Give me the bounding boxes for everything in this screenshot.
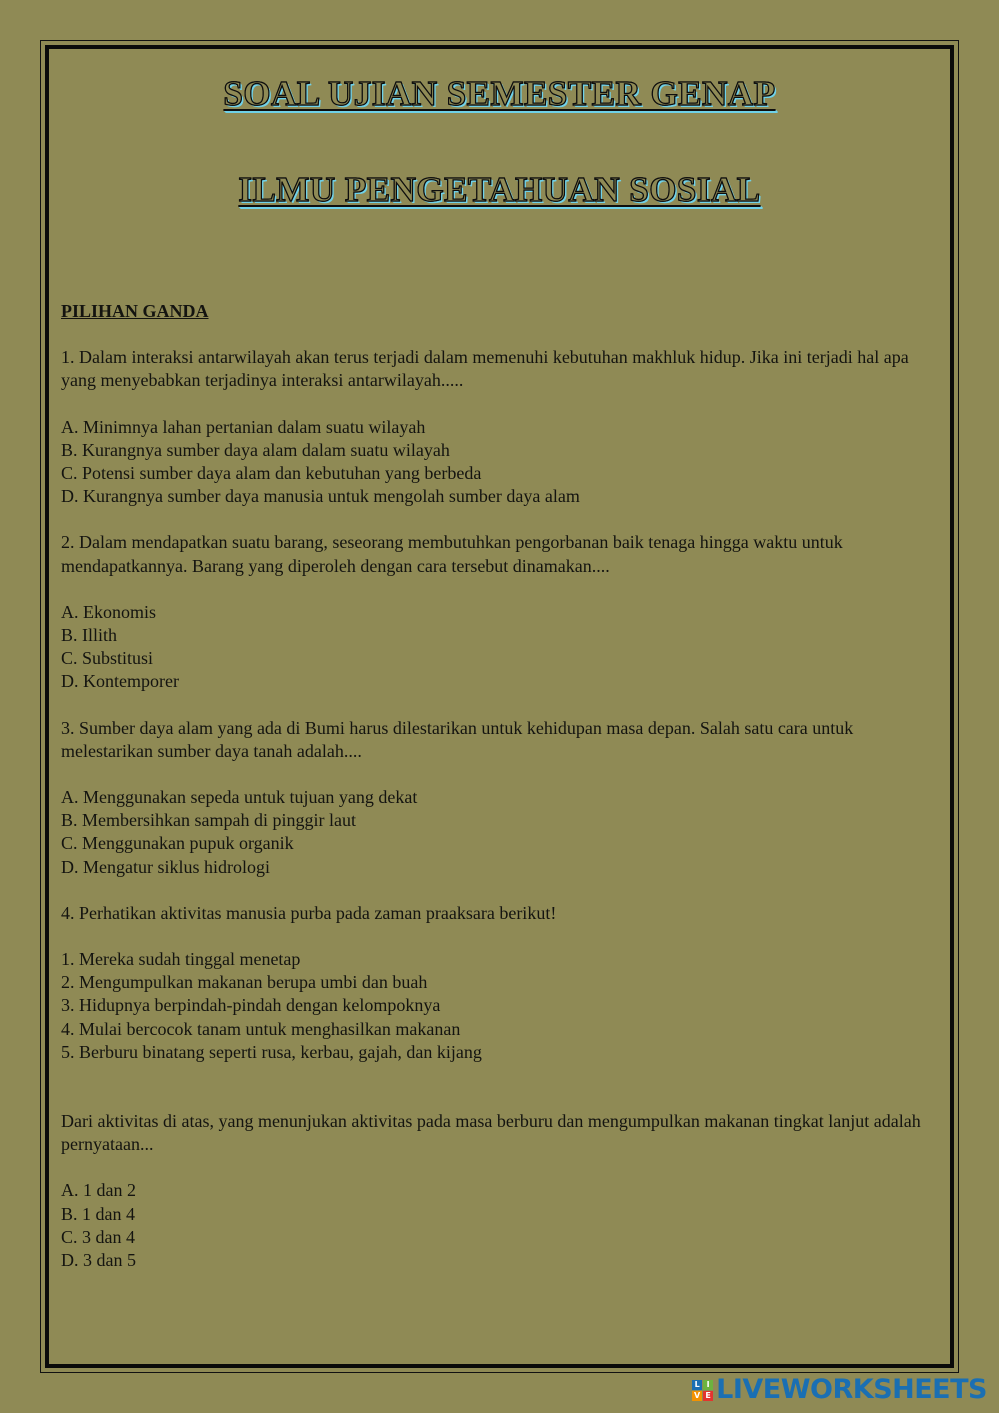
question-4: 4. Perhatikan aktivitas manusia purba pada zaman praaksara berikut! xyxy=(61,902,557,923)
statement: 3. Hidupnya berpindah-pindah dengan kelompoknya xyxy=(61,995,441,1016)
page-title: SOAL UJIAN SEMESTER GENAP xyxy=(223,74,776,113)
question-1-options xyxy=(61,416,941,509)
question-4-options xyxy=(61,1179,941,1272)
mark-letter-l: L xyxy=(692,1380,702,1390)
mark-letter-e: E xyxy=(703,1391,713,1401)
statement: 4. Mulai bercocok tanam untuk menghasilkan makanan xyxy=(61,1018,461,1039)
option: D. Kurangnya sumber daya manusia untuk mengolah sumber daya alam xyxy=(61,486,580,507)
page-subtitle: ILMU PENGETAHUAN SOSIAL xyxy=(238,170,761,209)
question-2-options xyxy=(61,601,941,694)
worksheet-content xyxy=(61,300,941,1295)
statement: 2. Mengumpulkan makanan berupa umbi dan buah xyxy=(61,972,428,993)
option: B. Kurangnya sumber daya alam dalam suatu wilayah xyxy=(61,439,450,460)
mark-letter-i: I xyxy=(703,1380,713,1390)
liveworksheets-wordmark: LIVEWORKSHEETS xyxy=(716,1374,987,1405)
option: C. 3 dan 4 xyxy=(61,1226,135,1247)
option: B. 1 dan 4 xyxy=(61,1203,135,1224)
question-1: 1. Dalam interaksi antarwilayah akan terus terjadi dalam memenuhi kebutuhan makhluk hidup. Jika ini terjadi hal apa yang menyebabkan terjadinya interaksi antarwilayah..... xyxy=(61,347,909,391)
liveworksheets-logo xyxy=(692,1375,987,1405)
option: A. Minimnya lahan pertanian dalam suatu wilayah xyxy=(61,416,426,437)
option: D. Kontemporer xyxy=(61,671,179,692)
option: B. Illith xyxy=(61,625,118,646)
mark-letter-v: V xyxy=(694,1390,701,1400)
question-3: 3. Sumber daya alam yang ada di Bumi harus dilestarikan untuk kehidupan masa depan. Salah satu cara untuk melestarikan sumber daya tanah adalah.... xyxy=(61,717,854,761)
liveworksheets-mark-icon xyxy=(692,1380,713,1401)
option: C. Menggunakan pupuk organik xyxy=(61,833,294,854)
question-4-followup: Dari aktivitas di atas, yang menunjukan aktivitas pada masa berburu dan mengumpulkan makanan tingkat lanjut adalah pernyataan... xyxy=(61,1111,921,1155)
question-3-options xyxy=(61,786,941,879)
option: C. Substitusi xyxy=(61,648,154,669)
statement: 5. Berburu binatang seperti rusa, kerbau, gajah, dan kijang xyxy=(61,1041,482,1062)
option: C. Potensi sumber daya alam dan kebutuhan yang berbeda xyxy=(61,463,482,484)
question-2: 2. Dalam mendapatkan suatu barang, seseorang membutuhkan pengorbanan baik tenaga hingga waktu untuk mendapatkannya. Barang yang diperoleh dengan cara tersebut dinamakan.... xyxy=(61,532,843,576)
option: D. Mengatur siklus hidrologi xyxy=(61,856,270,877)
option: D. 3 dan 5 xyxy=(61,1250,136,1271)
statement: 1. Mereka sudah tinggal menetap xyxy=(61,949,301,970)
option: A. 1 dan 2 xyxy=(61,1180,136,1201)
question-4-statements xyxy=(61,948,941,1064)
option: A. Menggunakan sepeda untuk tujuan yang dekat xyxy=(61,787,418,808)
section-heading: PILIHAN GANDA xyxy=(61,301,209,321)
option: A. Ekonomis xyxy=(61,601,157,622)
option: B. Membersihkan sampah di pinggir laut xyxy=(61,810,356,831)
